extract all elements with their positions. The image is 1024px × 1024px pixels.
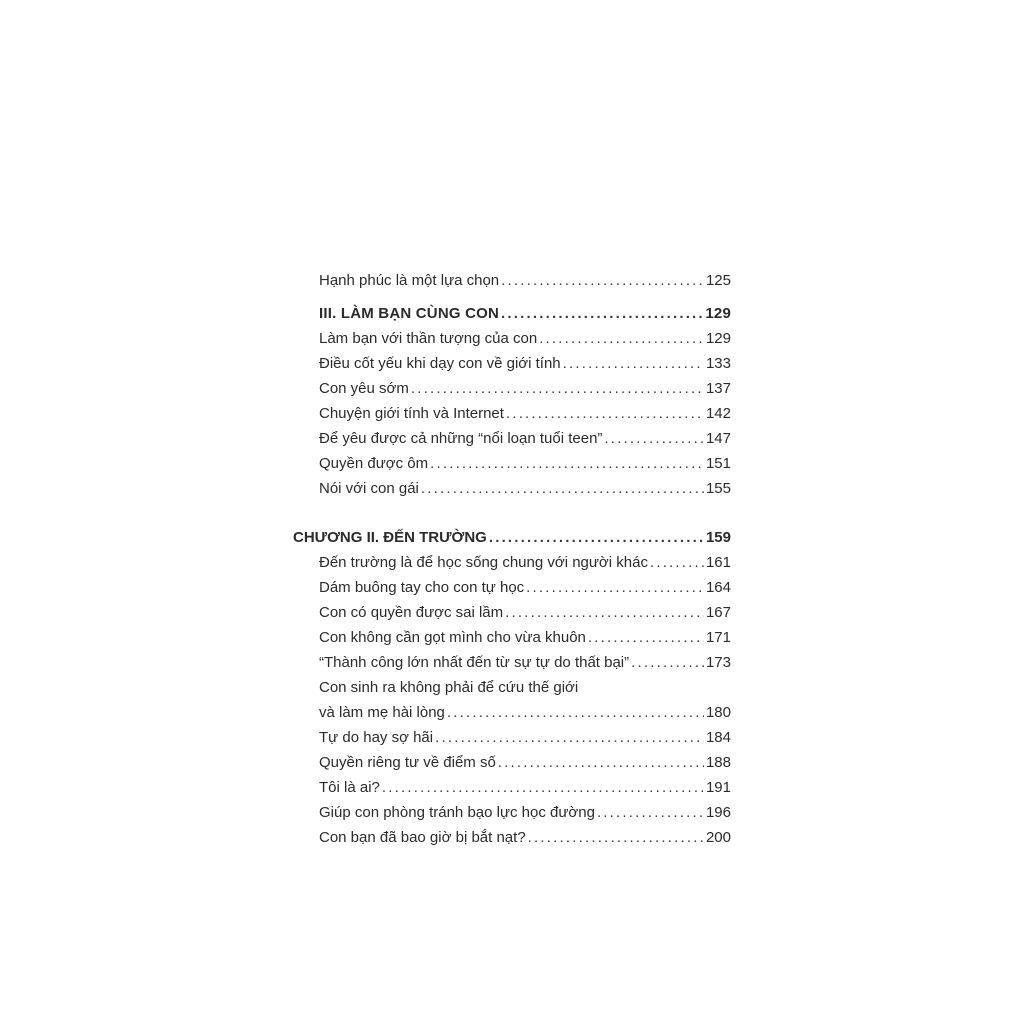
toc-entry-page: 164 xyxy=(705,579,731,596)
dot-leader xyxy=(604,428,704,450)
toc-entry xyxy=(319,378,731,400)
dot-leader xyxy=(501,303,703,325)
toc-entry xyxy=(319,577,731,599)
toc-entry xyxy=(319,453,731,475)
toc-entry-first-line xyxy=(319,677,731,699)
dot-leader xyxy=(435,727,704,749)
toc-entry-page: 188 xyxy=(705,754,731,771)
toc-entry-title: Nói với con gái xyxy=(319,480,419,497)
toc-entry-page: 129 xyxy=(705,330,731,347)
toc-entry-page: 125 xyxy=(705,272,731,289)
toc-entry-title: Con bạn đã bao giờ bị bắt nạt? xyxy=(319,829,526,846)
toc-entry xyxy=(319,270,731,292)
toc-entry-page: 191 xyxy=(705,779,731,796)
toc-entry xyxy=(319,727,731,749)
toc-entry-page: 151 xyxy=(705,455,731,472)
toc-entry-title: Giúp con phòng tránh bạo lực học đường xyxy=(319,804,595,821)
toc-entry-title: Làm bạn với thần tượng của con xyxy=(319,330,538,347)
toc-entry-page: 171 xyxy=(705,629,731,646)
toc-entry xyxy=(319,827,731,849)
toc-entry xyxy=(319,428,731,450)
dot-leader xyxy=(501,270,704,292)
toc-entry xyxy=(319,602,731,624)
toc-section-page: 129 xyxy=(705,305,731,322)
dot-leader xyxy=(631,652,704,674)
toc-entry-title: Con sinh ra không phải để cứu thế giới xyxy=(319,679,579,696)
toc-entry xyxy=(319,403,731,425)
dot-leader xyxy=(498,752,704,774)
dot-leader xyxy=(505,602,704,624)
dot-leader xyxy=(430,453,704,475)
toc-entry xyxy=(319,752,731,774)
toc-entry-title: Điều cốt yếu khi dạy con về giới tính xyxy=(319,355,561,372)
toc-entry-title: Để yêu được cả những “nổi loạn tuổi teen” xyxy=(319,430,603,447)
toc-entry xyxy=(319,802,731,824)
toc-entry-page: 184 xyxy=(705,729,731,746)
toc-entry-page: 173 xyxy=(705,654,731,671)
toc-entry-page: 161 xyxy=(705,554,731,571)
toc-entry-title: Dám buông tay cho con tự học xyxy=(319,579,525,596)
toc-entry-page: 180 xyxy=(705,704,731,721)
toc-entry-title: Con không cần gọt mình cho vừa khuôn xyxy=(319,629,586,646)
toc-entry-page: 196 xyxy=(705,804,731,821)
dot-leader xyxy=(597,802,704,824)
toc-entry-title: Đến trường là để học sống chung với người khác xyxy=(319,554,648,571)
toc-entry-title: Chuyện giới tính và Internet xyxy=(319,405,504,422)
toc-entry xyxy=(319,652,731,674)
toc-section-heading xyxy=(319,303,731,325)
toc-entry xyxy=(319,353,731,375)
toc-entry-page: 155 xyxy=(705,480,731,497)
toc-entry-page: 142 xyxy=(705,405,731,422)
dot-leader xyxy=(382,777,704,799)
toc-entry xyxy=(319,552,731,574)
toc-entry xyxy=(319,627,731,649)
toc-entry-title: và làm mẹ hài lòng xyxy=(319,704,445,721)
toc-chapter-page: 159 xyxy=(705,529,731,546)
toc-entry-page: 137 xyxy=(705,380,731,397)
dot-leader xyxy=(421,478,704,500)
dot-leader xyxy=(588,627,704,649)
toc-entry-title: “Thành công lớn nhất đến từ sự tự do thất bại” xyxy=(319,654,630,671)
toc-entry-title: Quyền được ôm xyxy=(319,455,429,472)
dot-leader xyxy=(528,827,704,849)
toc-entry-title: Quyền riêng tư về điểm số xyxy=(319,754,496,771)
dot-leader xyxy=(526,577,704,599)
toc-entry xyxy=(319,702,731,724)
toc-entry-title: Con yêu sớm xyxy=(319,380,409,397)
toc-entry-title: Tôi là ai? xyxy=(319,779,380,796)
toc-entry xyxy=(319,777,731,799)
toc-entry-title: Con có quyền được sai lầm xyxy=(319,604,504,621)
dot-leader xyxy=(447,702,704,724)
dot-leader xyxy=(650,552,704,574)
toc-section-title: III. LÀM BẠN CÙNG CON xyxy=(319,305,500,322)
toc-entry xyxy=(319,328,731,350)
dot-leader xyxy=(563,353,704,375)
toc-chapter-title: CHƯƠNG II. ĐẾN TRƯỜNG xyxy=(293,529,487,546)
toc-entry-title: Hạnh phúc là một lựa chọn xyxy=(319,272,500,289)
toc-entry-page: 200 xyxy=(705,829,731,846)
toc-entry-page: 133 xyxy=(705,355,731,372)
toc-entry-page: 167 xyxy=(705,604,731,621)
dot-leader xyxy=(489,527,704,549)
dot-leader xyxy=(506,403,704,425)
toc-entry-title: Tự do hay sợ hãi xyxy=(319,729,434,746)
dot-leader xyxy=(411,378,704,400)
toc-chapter-heading xyxy=(293,527,731,549)
toc-entry-page: 147 xyxy=(705,430,731,447)
toc-entry xyxy=(319,478,731,500)
dot-leader xyxy=(539,328,704,350)
